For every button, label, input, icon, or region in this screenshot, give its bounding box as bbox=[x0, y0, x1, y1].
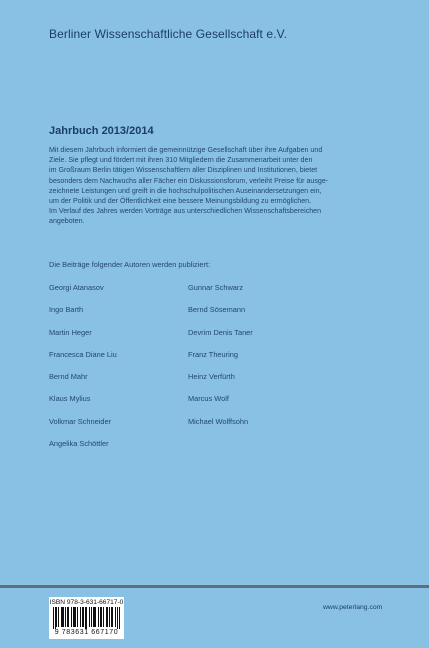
barcode-bar bbox=[100, 607, 101, 627]
intro-line: im Großraum Berlin tätigen Wissenschaftlern aller Disziplinen und Institutionen, bietet bbox=[49, 166, 318, 175]
authors-list-right bbox=[188, 283, 253, 439]
barcode-bar bbox=[53, 607, 54, 629]
intro-line: angeboten. bbox=[49, 217, 85, 226]
barcode-bar bbox=[63, 607, 64, 627]
barcode-bar bbox=[77, 607, 78, 627]
author-name: Georgi Atanasov bbox=[49, 283, 104, 292]
barcode-bar bbox=[109, 607, 110, 627]
barcode-bar bbox=[112, 607, 113, 627]
intro-line: um der Politik und der Öffentlichkeit eine bessere Meinungsbildung zu ermöglichen. bbox=[49, 197, 312, 206]
barcode-bar bbox=[83, 607, 84, 627]
barcode-bar bbox=[65, 607, 66, 627]
barcode-bar bbox=[85, 607, 86, 629]
barcode-bar bbox=[93, 607, 94, 627]
isbn-barcode-box bbox=[49, 597, 124, 639]
intro-paragraph bbox=[49, 145, 395, 227]
barcode-bar bbox=[75, 607, 76, 627]
author-name: Marcus Wolf bbox=[188, 394, 229, 404]
barcode-bar bbox=[111, 607, 112, 627]
author-name: Heinz Verfürth bbox=[188, 372, 235, 382]
author-name: Klaus Mylius bbox=[49, 394, 91, 404]
author-name: Angelika Schöttler bbox=[49, 439, 109, 449]
author-name: Volkmar Schneider bbox=[49, 416, 112, 426]
barcode-bar bbox=[101, 607, 102, 627]
intro-line: zeichnete Leistungen und greift in die hochschulpolitischen Auseinandersetzungen ein, bbox=[49, 186, 322, 195]
barcode-bar bbox=[91, 607, 92, 627]
barcode-bar bbox=[80, 607, 81, 627]
barcode-bar bbox=[98, 607, 99, 627]
publisher-url[interactable]: www.peterlang.com bbox=[323, 604, 383, 611]
barcode-icon bbox=[53, 607, 120, 629]
barcode-bar bbox=[56, 607, 57, 627]
intro-line: Im Verlauf des Jahres werden Vorträge aus unterschiedlichen Wissenschaftsbereichen bbox=[49, 207, 322, 216]
barcode-bar bbox=[61, 607, 62, 627]
barcode-bar bbox=[55, 607, 56, 629]
barcode-bar bbox=[89, 607, 90, 627]
intro-line: Ziele. Sie pflegt und fördert mit ihren 310 Mitgliedern die Zusammenarbeit unter den bbox=[49, 156, 313, 165]
barcode-digits: 9 783631 667170 bbox=[54, 629, 119, 636]
barcode-bar bbox=[58, 607, 59, 627]
barcode-bar bbox=[67, 607, 68, 627]
footer-divider bbox=[0, 585, 429, 588]
isbn-number: ISBN 978-3-631-66717-0 bbox=[49, 599, 124, 606]
authors-list-left bbox=[49, 283, 117, 461]
barcode-bar bbox=[71, 607, 72, 627]
intro-line: Mit diesem Jahrbuch informiert die gemeinnützige Gesellschaft über ihre Aufgaben und bbox=[49, 146, 323, 154]
barcode-bar bbox=[82, 607, 83, 627]
barcode-bar bbox=[107, 607, 108, 627]
author-name: Martin Heger bbox=[49, 327, 92, 337]
barcode-bar bbox=[68, 607, 69, 627]
barcode-bar bbox=[95, 607, 96, 627]
barcode-bar bbox=[94, 607, 95, 627]
author-name: Bernd Mahr bbox=[49, 372, 88, 382]
author-name: Gunnar Schwarz bbox=[188, 283, 244, 292]
barcode-bar bbox=[119, 607, 120, 629]
intro-line: besonders dem Nachwuchs aller Fächer ein Diskussionsforum, verleiht Preise für ausge- bbox=[49, 176, 329, 185]
author-name: Devrim Denis Taner bbox=[188, 327, 253, 337]
barcode-bar bbox=[86, 607, 87, 629]
barcode-bar bbox=[73, 607, 74, 627]
yearbook-title: Jahrbuch 2013/2014 bbox=[49, 125, 154, 137]
author-name: Bernd Sösemann bbox=[188, 305, 246, 315]
society-name: Berliner Wissenschaftliche Gesellschaft e.V. bbox=[49, 27, 288, 41]
author-name: Francesca Diane Liu bbox=[49, 349, 117, 359]
barcode-bar bbox=[74, 607, 75, 627]
barcode-bar bbox=[106, 607, 107, 627]
author-name: Franz Theuring bbox=[188, 349, 238, 359]
barcode-bar bbox=[115, 607, 116, 627]
barcode-bar bbox=[117, 607, 118, 629]
author-name: Ingo Barth bbox=[49, 305, 84, 315]
author-name: Michael Wolffsohn bbox=[188, 416, 249, 426]
barcode-bar bbox=[103, 607, 104, 627]
authors-heading: Die Beiträge folgender Autoren werden publiziert: bbox=[49, 260, 211, 269]
barcode-bar bbox=[62, 607, 63, 627]
